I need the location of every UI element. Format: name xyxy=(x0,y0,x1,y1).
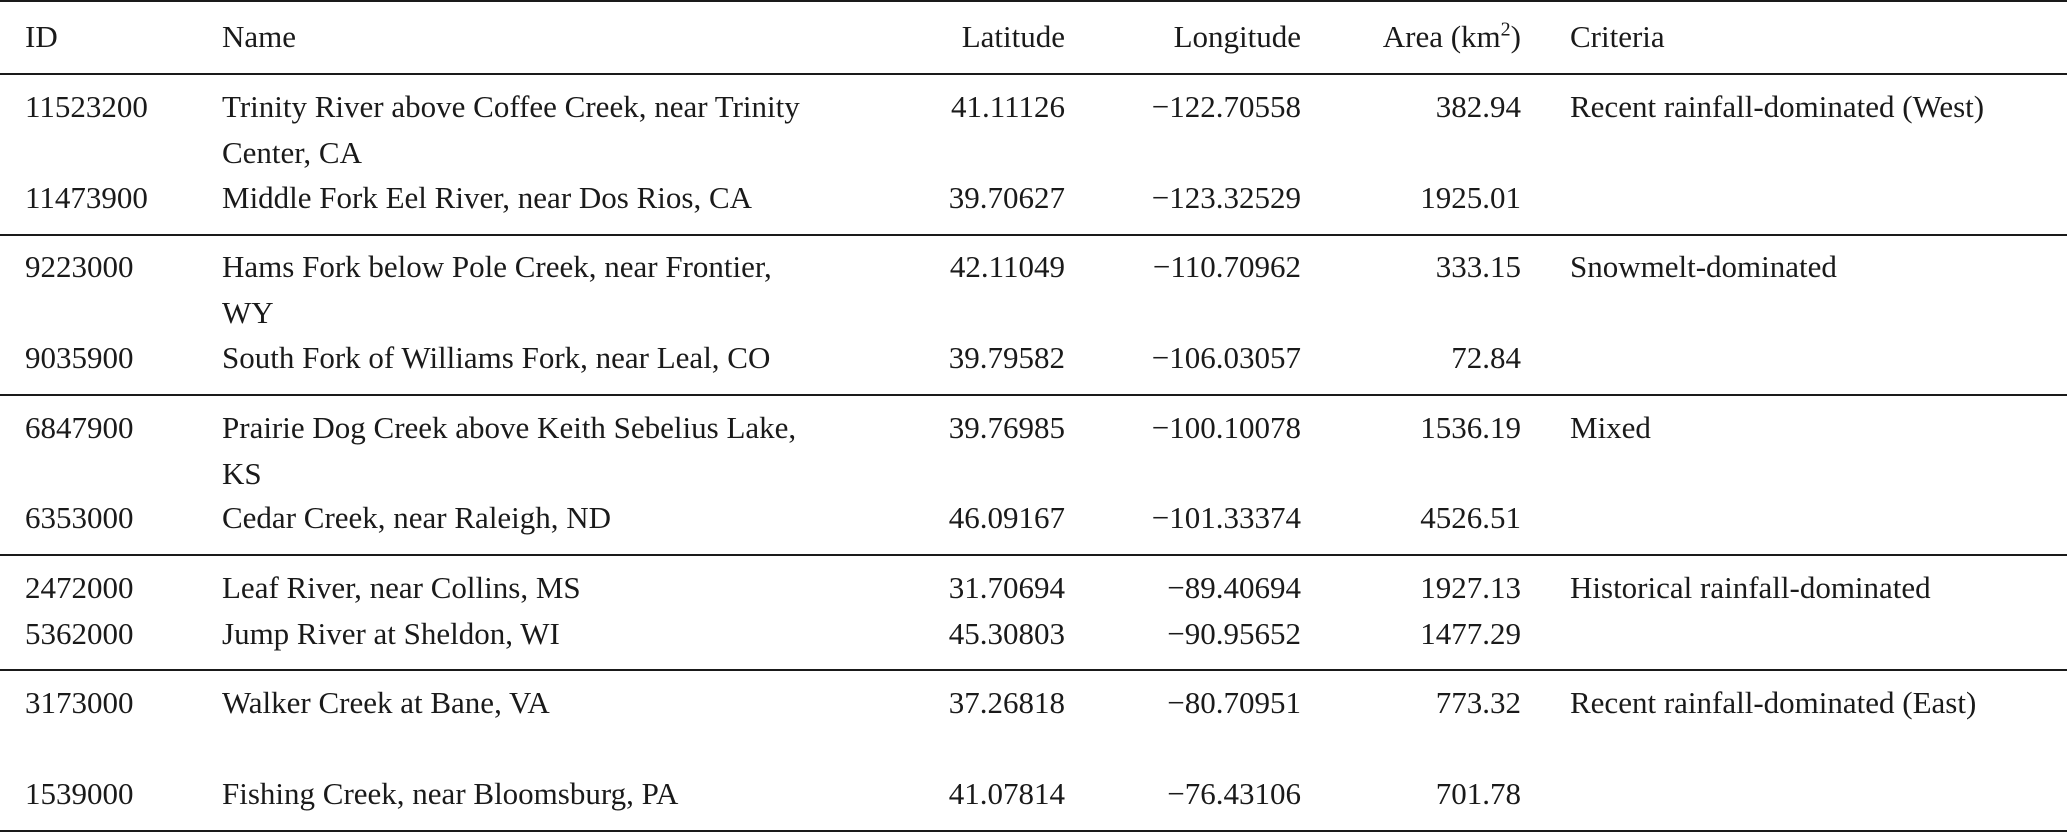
cell-name: Jump River at Sheldon, WI xyxy=(222,616,560,651)
cell-name: Leaf River, near Collins, MS xyxy=(222,570,581,605)
cell-longitude: −100.10078 xyxy=(1151,410,1301,445)
cell-latitude: 31.70694 xyxy=(948,570,1065,605)
header-id: ID xyxy=(25,19,58,54)
cell-name: Cedar Creek, near Raleigh, ND xyxy=(222,500,612,535)
cell-name: Walker Creek at Bane, VA xyxy=(222,685,550,720)
cell-criteria: Historical rainfall-dominated xyxy=(1570,570,1931,605)
cell-id: 1539000 xyxy=(25,776,134,811)
cell-latitude: 39.70627 xyxy=(948,180,1065,215)
cell-longitude: −76.43106 xyxy=(1167,776,1301,811)
header-rule xyxy=(0,73,2067,75)
cell-area: 1536.19 xyxy=(1420,410,1521,445)
cell-latitude: 39.76985 xyxy=(948,410,1065,445)
cell-criteria: Recent rainfall-dominated (West) xyxy=(1570,89,1985,124)
cell-longitude: −101.33374 xyxy=(1151,500,1301,535)
cell-area: 1477.29 xyxy=(1420,616,1521,651)
cell-latitude: 41.11126 xyxy=(951,89,1065,124)
cell-longitude: −122.70558 xyxy=(1151,89,1301,124)
cell-longitude: −123.32529 xyxy=(1151,180,1301,215)
cell-criteria: Snowmelt-dominated xyxy=(1570,249,1837,284)
cell-longitude: −110.70962 xyxy=(1152,249,1301,284)
cell-latitude: 41.07814 xyxy=(948,776,1065,811)
cell-area: 72.84 xyxy=(1451,340,1521,375)
top-rule xyxy=(0,0,2067,2)
cell-name: Fishing Creek, near Bloomsburg, PA xyxy=(222,776,679,811)
cell-name: Trinity River above Coffee Creek, near Trinity Center, CA xyxy=(222,89,800,170)
cell-id: 11523200 xyxy=(25,89,148,124)
group-rule-3 xyxy=(0,554,2067,556)
cell-latitude: 45.30803 xyxy=(948,616,1065,651)
header-name: Name xyxy=(222,19,297,54)
cell-latitude: 42.11049 xyxy=(949,249,1065,284)
cell-id: 9035900 xyxy=(25,340,134,375)
cell-latitude: 37.26818 xyxy=(948,685,1065,720)
cell-area: 773.32 xyxy=(1435,685,1521,720)
cell-area: 1927.13 xyxy=(1420,570,1521,605)
group-rule-4 xyxy=(0,669,2067,671)
cell-id: 3173000 xyxy=(25,685,134,720)
cell-longitude: −106.03057 xyxy=(1151,340,1301,375)
group-rule-1 xyxy=(0,234,2067,236)
header-criteria: Criteria xyxy=(1570,19,1665,54)
cell-name: South Fork of Williams Fork, near Leal, CO xyxy=(222,340,771,375)
bottom-rule xyxy=(0,830,2067,832)
cell-area: 333.15 xyxy=(1435,249,1521,284)
header-area: Area $(km^2)$ xyxy=(1382,18,1521,54)
cell-id: 5362000 xyxy=(25,616,134,651)
cell-area: 701.78 xyxy=(1435,776,1521,811)
group-rule-2 xyxy=(0,394,2067,396)
cell-name: Hams Fork below Pole Creek, near Frontier, WY xyxy=(222,249,772,330)
cell-id: 9223000 xyxy=(25,249,134,284)
header-longitude: Longitude xyxy=(1173,19,1301,54)
cell-longitude: −89.40694 xyxy=(1167,570,1301,605)
cell-criteria: Mixed xyxy=(1570,410,1651,445)
cell-name: Middle Fork Eel River, near Dos Rios, CA xyxy=(222,180,753,215)
cell-longitude: −80.70951 xyxy=(1167,685,1301,720)
cell-id: 6847900 xyxy=(25,410,134,445)
cell-area: 382.94 xyxy=(1435,89,1521,124)
cell-criteria: Recent rainfall-dominated (East) xyxy=(1570,685,1977,720)
header-latitude: Latitude xyxy=(961,19,1065,54)
cell-longitude: −90.95652 xyxy=(1167,616,1301,651)
cell-area: 1925.01 xyxy=(1420,180,1521,215)
cell-name: Prairie Dog Creek above Keith Sebelius Lake, KS xyxy=(222,410,797,491)
cell-id: 6353000 xyxy=(25,500,134,535)
cell-id: 11473900 xyxy=(25,180,148,215)
cell-id: 2472000 xyxy=(25,570,134,605)
cell-area: 4526.51 xyxy=(1420,500,1521,535)
cell-latitude: 39.79582 xyxy=(948,340,1065,375)
cell-latitude: 46.09167 xyxy=(948,500,1065,535)
